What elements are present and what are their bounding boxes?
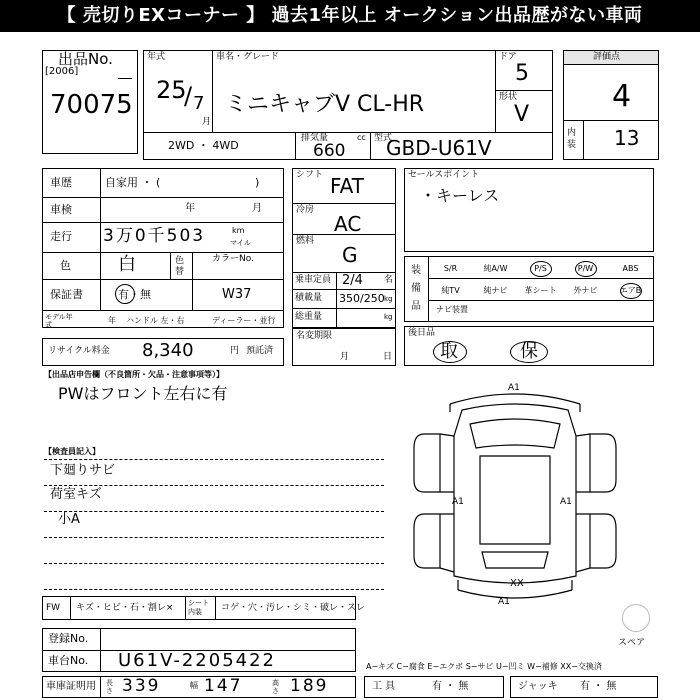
inspection-month-unit: 月 [252,203,262,214]
shape-label: 形状 [499,92,518,102]
shape-value: V [514,102,530,127]
tools-value: 有 ・ 無 [432,681,469,692]
mileage-value: 3万0千503 [103,226,206,246]
inspection-year-unit: 年 [185,203,195,214]
equipment-circle-row1-2 [530,261,552,277]
door-value: 5 [515,61,529,86]
spare-circle [622,604,650,632]
recycle-label: リサイクル料金 [48,346,110,356]
equipment-circle-row2-4 [620,283,642,299]
jack-label: ジャッキ [518,681,558,692]
history-value: 自家用 ・ ( [105,176,161,189]
equipment-item-row2-0: 純TV [441,286,460,295]
diagram-mark-right: A1 [560,497,572,507]
weight-unit: kg [384,313,393,321]
equipment-item-row1-2: P/S [534,264,547,273]
history-label: 車歴 [50,176,72,189]
width-value: 147 [204,676,243,696]
sales-point-label: セールスポイント [408,170,480,180]
name-change-day: 日 [383,352,393,362]
lot-year-tag: [2006] [45,66,79,77]
color-no-value: W37 [222,287,252,302]
rating-label: 評価点 [593,52,621,62]
capacity-value: 2/4 [342,273,363,288]
ac-value: AC [334,212,362,236]
name-change-month: 月 [340,352,350,362]
nav-device-label: ナビ装置 [436,305,468,314]
docs-label: 後日品 [408,328,436,338]
spare-label: スペア [618,638,646,648]
load-label: 積載量 [295,293,323,303]
car-label: 車名・グレード [216,52,280,62]
equipment-item-row2-2: 革シート [524,286,557,295]
notes-value: PWはフロント左右に有 [58,384,228,403]
drive-label: 2WD ・ 4WD [168,139,239,152]
diagram-mark-front: A1 [508,383,520,393]
lot-label: 出品No. [58,50,113,68]
history-close: ) [255,176,260,189]
dealer-label: ディーラー・並行 [212,316,276,325]
rating-value: 4 [612,79,632,114]
year-label: 年式 [147,52,166,62]
year-value: 25 [156,76,187,104]
chassis-value: U61V-2205422 [118,650,276,671]
certificate-label: 車庫証明用 [46,681,96,692]
fw-label: FW [46,603,61,613]
sales-point-box [404,168,654,252]
warranty-circle [115,284,135,304]
displacement-value: 660 [313,141,346,161]
door-label: ドア [499,52,517,62]
equipment-item-row2-4: エアB [619,286,642,295]
recycle-value: 8,340 [142,340,194,361]
inspector-line-3: 小A [58,512,80,527]
equipment-item-row1-3: P/W [577,264,594,273]
load-value: 350/250 [339,292,385,305]
fw-text: キズ・ヒビ・石・割レ× [76,603,174,613]
shift-value: FAT [330,174,365,198]
model-code-label: 型式 [374,133,393,143]
recycle-unit: 円 [230,346,240,356]
inspection-label: 車検 [50,203,72,216]
interior-value: 13 [614,126,640,150]
docs-item-1: 取 [440,341,458,362]
displacement-label: 排気量 [301,133,329,143]
car-diagram [410,376,620,616]
equipment-circle-row1-3 [575,261,597,277]
color-no-label: カラーNo. [212,254,254,264]
inspector-line-1: 下廻りサビ [50,463,116,478]
equipment-item-row1-0: S/R [443,264,458,273]
diagram-mark-bumper: A1 [498,597,510,607]
details-box [42,168,284,328]
equipment-item-row1-4: ABS [622,264,639,273]
seat-label: シート内装 [188,599,209,616]
length-value: 339 [122,676,161,696]
length-label: 長さ [106,679,113,695]
equipment-item-row2-1: 純ナビ [483,286,508,295]
name-change-label: 名変期限 [296,331,333,341]
height-label: 高さ [272,679,279,695]
car-name: ミニキャブV CL-HR [225,92,425,117]
chassis-label: 車台No. [48,654,89,667]
seat-text: コゲ・穴・汚レ・シミ・破レ・スレ [221,603,366,613]
damage-legend: A−キズ C−腐食 E−エクボ S−サビ U−凹ミ W−補修 XX−交換済 [366,662,602,671]
month-unit: 月 [202,117,212,127]
lot-number: 70075 [50,90,133,120]
height-value: 189 [290,676,329,696]
model-code-value: GBD-U61V [386,136,492,160]
sales-point-value: ・キーレス [420,186,500,205]
fuel-label: 燃料 [296,236,315,246]
model-year-row-label: モデル年式 [45,313,73,329]
page-header: 【 売切りEXコーナー 】 過去1年以上 オークション出品歴がない車両 [0,0,700,32]
diagram-mark-left: A1 [452,497,464,507]
recycle-deposit: 預託済 [246,346,274,356]
docs-item-2: 保 [520,341,538,362]
equipment-label: 装備品 [411,265,421,312]
rating-box [563,50,659,160]
load-unit: kg [384,295,393,303]
weight-label: 総重量 [295,312,323,322]
capacity-label: 乗車定員 [295,275,332,285]
fuel-value: G [342,243,358,267]
diagram-mark-rear: XX [510,578,524,589]
mileage-label: 走行 [50,230,72,243]
registration-label: 登録No. [48,632,89,645]
model-year-row-unit: 年 [108,316,116,325]
interior-label: 内装 [567,128,577,150]
capacity-unit: 名 [384,275,394,285]
color-value: 白 [118,254,136,275]
width-label: 幅 [190,681,198,690]
handle-label: ハンドル 左・右 [126,316,185,325]
equipment-item-row2-3: 外ナビ [573,286,598,295]
month-value: 7 [193,93,205,114]
ac-label: 冷房 [296,205,315,215]
displacement-unit: cc [357,133,366,142]
warranty-label: 保証書 [50,288,83,301]
shift-label: シフト [296,170,324,180]
equipment-item-row1-1: 純A/W [483,264,508,273]
tools-label: 工 具 [372,681,396,692]
notes-label: 【出品店申告欄（不良箇所・欠品・注意事項等）】 [44,370,224,379]
color-change-label: 色替 [175,256,185,277]
inspector-label: 【検査員記入】 [44,447,100,456]
jack-value: 有 ・ 無 [580,681,617,692]
inspector-line-2: 荷室キズ [50,487,102,502]
color-label: 色 [60,259,71,272]
mileage-km: km [232,226,245,235]
warranty-value: 有・無 [118,288,151,301]
mileage-mile: マイル [230,239,251,247]
